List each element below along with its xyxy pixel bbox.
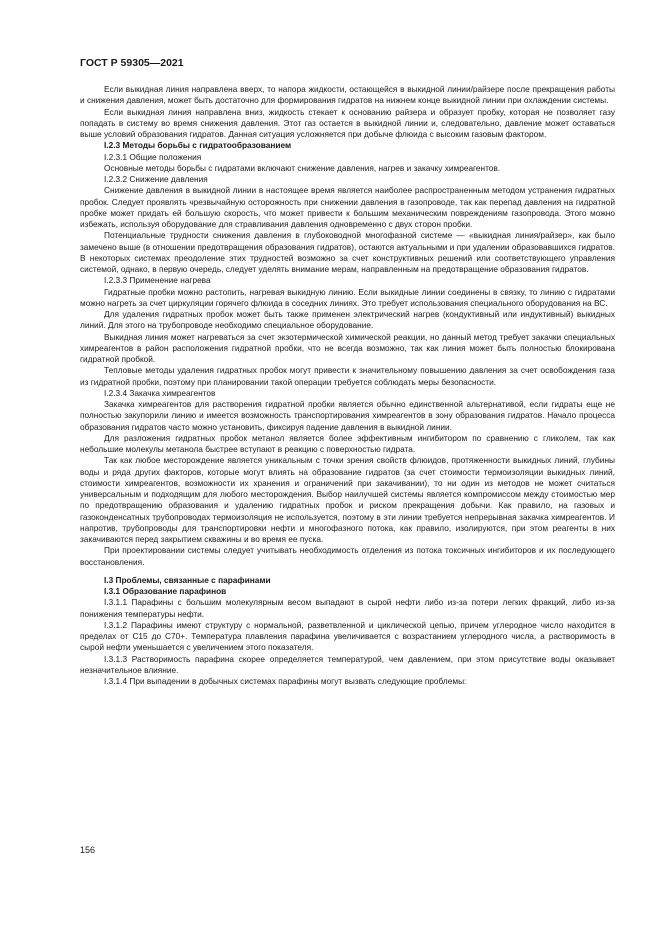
section-gap	[80, 568, 615, 575]
section-heading: I.2.3 Методы борьбы с гидратообразованием	[104, 140, 292, 151]
paragraph: I.3.1.3 Растворимость парафина скорее определяется температурой, чем давлением, при этом присутствие воды оказывает незначительное влияние.	[80, 653, 615, 675]
paragraph: Гидратные пробки можно растопить, нагревая выкидную линию. Если выкидные линии соединены в связку, то линию с гидратами можно нагреть за счет циркуляции горячего флюида в соседних линиях. Это требует использования специального оборудования на ВС.	[80, 286, 615, 308]
paragraph: Для разложения гидратных пробок метанол является более эффективным ингибитором по сравнению с гликолем, так как небольшие молекулы метанола быстрее вступают в реакцию с поверхностью гидрата.	[80, 432, 615, 454]
paragraph: I.3.1.1 Парафины с большим молекулярным весом выпадают в сырой нефти либо из-за потери легких фракций, либо из-за понижения температуры нефти.	[80, 597, 615, 619]
subsection-title: I.2.3.2 Снижение давления	[104, 174, 208, 184]
paragraph: Снижение давления в выкидной линии в настоящее время является наиболее распространенным методом устранения гидратных пробок. Следует проявлять чрезвычайную осторожность при снижении давления в газопроводе, так как перепад давления на гидратной пробке может придать ей большую скорость, что может привести к большим механическим повреждениям газопровода. Этого можно избежать, используя оборудование для стравливания давления одновременно с двух сторон пробки.	[80, 185, 615, 229]
page-number: 156	[80, 845, 96, 855]
paragraph: Основные методы борьбы с гидратами включают снижение давления, нагрев и закачку химреагентов.	[104, 162, 501, 173]
paragraph: Потенциальные трудности снижения давления в глубоководной многофазной системе — «выкидная линия/райзер», как было замечено выше (в отношении предотвращения образования гидратов), остаются актуальными и при удалении образовавшихся гидратов. В некоторых системах преодоление этих трудностей возможно за счет конструктивных решений или соответствующего управления системой, однако, в первую очередь, следует уделять внимание мерам, направленным на предотвращение образования гидратов.	[80, 230, 615, 274]
paragraph: Так как любое месторождение является уникальным с точки зрения свойств флюидов, протяженности выкидных линий, глубины воды и ряда других факторов, которые могут влиять на образование гидратов (за счет стоимости термоизоляции выкидных линий, стоимости химреагентов, возможности их хранения и ограничений при закачивании), то ни один из методов не может считаться универсальным и подходящим для любого месторождения. Выбор наилучшей системы является компромиссом между стоимостью мер по предотвращению образования и удалению гидратных пробок и риском прекращения добычи. Как правило, на газовых и газоконденсатных трубопроводах термоизоляция не используется, поэтому в эти линии требуется непрерывная закачка химреагентов. И напротив, трубопроводы для транспортировки нефти и многофазного потока, как правило, изолируются, при этом реагенты в них закачиваются перед закрытием скважины и во время ее пуска.	[80, 455, 615, 544]
paragraph: Для удаления гидратных пробок может быть также применен электрический нагрев (кондуктивный или индуктивный) выкидных линий. Для этого на трубопроводе необходимо специальное оборудование.	[80, 309, 615, 331]
paragraph: Выкидная линия может нагреваться за счет экзотермической химической реакции, но данный метод требует закачки специальных химреагентов в район расположения гидратной пробки, что не всегда возможно, так как линия может быть полностью блокирована гидратной пробкой.	[80, 331, 615, 364]
paragraph: Закачка химреагентов для растворения гидратной пробки является обычно единственной альтернативой, если гидраты еще не полностью закупорили линию и имеется возможность транспортирования химреагентов в зону образования гидратов. Начало процесса образования гидратов часто можно установить, фиксируя падение давления в выкидной линии.	[80, 399, 615, 432]
subsection-title: I.2.3.4 Закачка химреагентов	[104, 387, 216, 398]
document-header: ГОСТ Р 59305—2021	[80, 57, 184, 69]
paragraph: Если выкидная линия направлена вниз, жидкость стекает к основанию райзера и образует пробку, которая не позволяет газу попадать в систему во время снижения давления. Этот газ остается в выкидной линии и, следовательно, давление может оставаться выше условий образования гидратов. Данная ситуация усложняется при добыче флюида с высоким газовым фактором.	[80, 106, 615, 139]
subsection-title: I.2.3.3 Применение нагрева	[104, 275, 211, 286]
section-heading: I.3 Проблемы, связанные с парафинами	[104, 574, 271, 585]
page-body	[80, 84, 615, 687]
paragraph: Тепловые методы удаления гидратных пробок могут привести к значительному повышению давления за счет освобождения газа из гидратной пробки, поэтому при планировании такой операции требуется соблюдать меры безопасности.	[80, 365, 615, 387]
subsection-title: I.2.3.1 Общие положения	[104, 151, 202, 162]
section-heading: I.3.1 Образование парафинов	[104, 586, 227, 596]
paragraph: I.3.1.4 При выпадении в добычных системах парафины могут вызвать следующие проблемы:	[104, 676, 467, 686]
paragraph: Если выкидная линия направлена вверх, то напора жидкости, остающейся в выкидной линии/райзере после прекращения работы и снижения давления, может быть достаточно для формирования гидратов на нижнем конце выкидной линии при охлаждении системы.	[80, 84, 615, 106]
paragraph: I.3.1.2 Парафины имеют структуру с нормальной, разветвленной и циклической цепью, причем углеродное число находится в пределах от C15 до C70+. Температура плавления парафина увеличивается с возрастанием углеродного числа, а растворимость в сырой нефти уменьшается с увеличением этого показателя.	[80, 619, 615, 653]
paragraph: При проектировании системы следует учитывать необходимость отделения из потока токсичных ингибиторов и их последующего восстановления.	[80, 545, 615, 567]
